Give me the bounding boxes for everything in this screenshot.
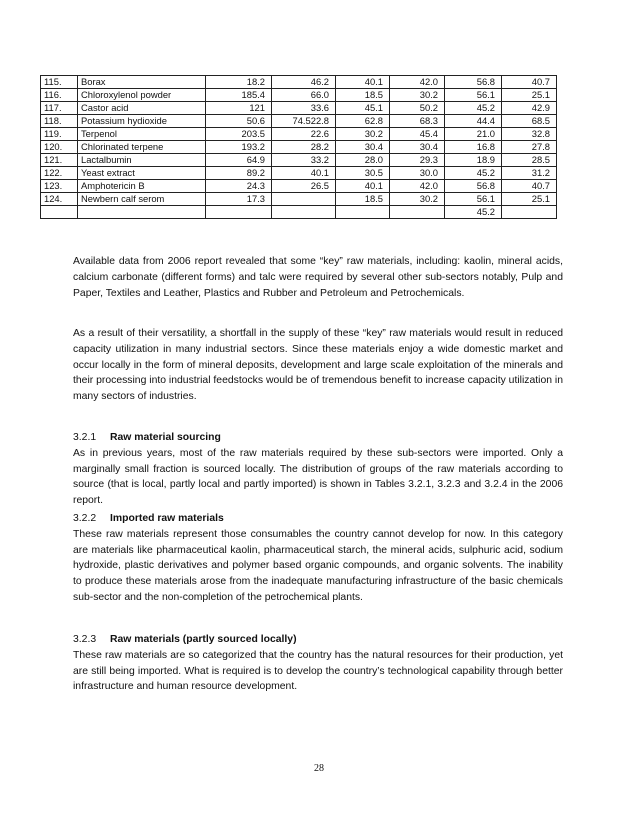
table-row: [41, 154, 557, 167]
row-number: 120.: [41, 141, 78, 154]
row-number: 117.: [41, 102, 78, 115]
section-body: These raw materials represent those consumables the country cannot develop for now. In this category are materials like pharmaceutical kaolin, pharmaceutical starch, the mineral acids, sulphuric acid, sodium hydroxide, plastic derivatives and polymer based organic compounds, and organic solvents. The inability to produce these materials arose from the inadequate manufacturing infrastructure of the basic chemicals sub-sector and the non-completion of the petrochemical plants.: [73, 528, 563, 603]
table-cell: 56.8: [445, 180, 502, 193]
table-cell: 74.522.8: [272, 115, 336, 128]
material-name: Potassium hydioxide: [78, 115, 206, 128]
table-cell: 29.3: [390, 154, 445, 167]
section-title: Raw material sourcing: [110, 432, 221, 443]
material-name: Castor acid: [78, 102, 206, 115]
table-cell: [206, 206, 272, 219]
material-name: [78, 206, 206, 219]
table-cell: 30.2: [336, 128, 390, 141]
table-cell: 30.4: [336, 141, 390, 154]
table-cell: [390, 206, 445, 219]
table-cell: 40.1: [272, 167, 336, 180]
table-cell: 50.2: [390, 102, 445, 115]
section-imported-raw-materials: [73, 511, 563, 606]
table-cell: 25.1: [502, 193, 557, 206]
table-cell: 45.2: [445, 167, 502, 180]
table-cell: 21.0: [445, 128, 502, 141]
section-body: As in previous years, most of the raw materials required by these sub-sectors were imported. Only a marginally small fraction is sourced locally. The distribution of groups of the raw materials according to source (that is local, partly local and partly imported) is shown in Tables 3.2.1, 3.2.3 and 3.2.4 in the 2006 report.: [73, 447, 563, 507]
table-cell: 45.2: [445, 206, 502, 219]
table-cell: 40.1: [336, 76, 390, 89]
table-cell: 30.0: [390, 167, 445, 180]
table-cell: 121: [206, 102, 272, 115]
table-cell: 26.5: [272, 180, 336, 193]
row-number: 121.: [41, 154, 78, 167]
table-cell: 16.8: [445, 141, 502, 154]
table-cell: 27.8: [502, 141, 557, 154]
raw-materials-table: [40, 75, 557, 219]
table-cell: 40.7: [502, 180, 557, 193]
table-cell: 68.3: [390, 115, 445, 128]
table-cell: 18.9: [445, 154, 502, 167]
table-row: [41, 76, 557, 89]
section-partly-sourced-locally: [73, 632, 563, 695]
table-cell: 18.5: [336, 89, 390, 102]
row-number: 118.: [41, 115, 78, 128]
table-cell: 50.6: [206, 115, 272, 128]
row-number: 122.: [41, 167, 78, 180]
row-number: 123.: [41, 180, 78, 193]
material-name: Newbern calf serom: [78, 193, 206, 206]
table-cell: 30.2: [390, 89, 445, 102]
table-cell: 203.5: [206, 128, 272, 141]
table-row: [41, 102, 557, 115]
table-cell: 56.8: [445, 76, 502, 89]
material-name: Chloroxylenol powder: [78, 89, 206, 102]
section-number: 3.2.1: [73, 432, 97, 443]
table-cell: 46.2: [272, 76, 336, 89]
table-cell: 66.0: [272, 89, 336, 102]
row-number: 124.: [41, 193, 78, 206]
material-name: Terpenol: [78, 128, 206, 141]
table-cell: 22.6: [272, 128, 336, 141]
table-row: [41, 167, 557, 180]
table-cell: 40.7: [502, 76, 557, 89]
table-cell: 32.8: [502, 128, 557, 141]
table-cell: 18.2: [206, 76, 272, 89]
section-raw-material-sourcing: [73, 430, 563, 509]
table-cell: 17.3: [206, 193, 272, 206]
table-cell: 185.4: [206, 89, 272, 102]
table-cell: 24.3: [206, 180, 272, 193]
table-cell: 45.2: [445, 102, 502, 115]
material-name: Lactalbumin: [78, 154, 206, 167]
paragraph-text: Available data from 2006 report revealed that some “key” raw materials, including: kaolin, mineral acids, calcium carbonate (different forms) and talc were required by several other sub-sectors notably, Pulp and Paper, Textiles and Leather, Plastics and Rubber and Petroleum and Petrochemicals.: [73, 256, 563, 299]
table-cell: 89.2: [206, 167, 272, 180]
table-cell: 33.2: [272, 154, 336, 167]
table-row: [41, 141, 557, 154]
table-row: [41, 193, 557, 206]
table-cell: 28.2: [272, 141, 336, 154]
table-cell: 62.8: [336, 115, 390, 128]
table-cell: 25.1: [502, 89, 557, 102]
table-cell: 30.2: [390, 193, 445, 206]
section-number: 3.2.2: [73, 513, 97, 524]
page-number: 28: [314, 763, 324, 774]
table-cell: 33.6: [272, 102, 336, 115]
section-heading: [73, 632, 563, 648]
table-cell: 18.5: [336, 193, 390, 206]
section-heading: [73, 511, 563, 527]
material-name: Yeast extract: [78, 167, 206, 180]
table-row: [41, 206, 557, 219]
table-cell: 42.9: [502, 102, 557, 115]
table-cell: [272, 193, 336, 206]
material-name: Borax: [78, 76, 206, 89]
table-cell: 45.1: [336, 102, 390, 115]
table-cell: 40.1: [336, 180, 390, 193]
paragraph-text: As a result of their versatility, a shortfall in the supply of these “key” raw materials would result in reduced capacity utilization in many industrial sectors. Since these materials enjoy a wide domestic market and occur locally in the form of mineral deposits, development and large scale exploitation of the minerals and their processing into industrial feedstocks would be of tremendous benefit to increase capacity utilization in many sectors of industries.: [73, 328, 563, 403]
section-body: These raw materials are so categorized that the country has the natural resources for their production, yet are still being imported. What is required is to develop the country’s technological capability through better infrastructure and human resource development.: [73, 649, 563, 693]
table-row: [41, 89, 557, 102]
table-cell: 56.1: [445, 89, 502, 102]
row-number: 119.: [41, 128, 78, 141]
table-row: [41, 115, 557, 128]
table-cell: [272, 206, 336, 219]
table-row: [41, 128, 557, 141]
table-cell: 193.2: [206, 141, 272, 154]
table-row: [41, 180, 557, 193]
row-number: [41, 206, 78, 219]
section-title: Imported raw materials: [110, 513, 224, 524]
table-cell: 56.1: [445, 193, 502, 206]
table-cell: 44.4: [445, 115, 502, 128]
table-cell: 45.4: [390, 128, 445, 141]
paragraph-key-raw-materials: [73, 254, 563, 301]
row-number: 115.: [41, 76, 78, 89]
table-cell: 64.9: [206, 154, 272, 167]
table-cell: [336, 206, 390, 219]
table-cell: 31.2: [502, 167, 557, 180]
table-cell: 42.0: [390, 180, 445, 193]
paragraph-versatility: [73, 326, 563, 405]
row-number: 116.: [41, 89, 78, 102]
material-name: Chlorinated terpene: [78, 141, 206, 154]
section-number: 3.2.3: [73, 634, 97, 645]
table-cell: [502, 206, 557, 219]
table-cell: 28.5: [502, 154, 557, 167]
section-title: Raw materials (partly sourced locally): [110, 634, 297, 645]
table-cell: 30.5: [336, 167, 390, 180]
table-cell: 30.4: [390, 141, 445, 154]
table-cell: 68.5: [502, 115, 557, 128]
table-cell: 28.0: [336, 154, 390, 167]
table-cell: 42.0: [390, 76, 445, 89]
section-heading: [73, 430, 563, 446]
material-name: Amphotericin B: [78, 180, 206, 193]
